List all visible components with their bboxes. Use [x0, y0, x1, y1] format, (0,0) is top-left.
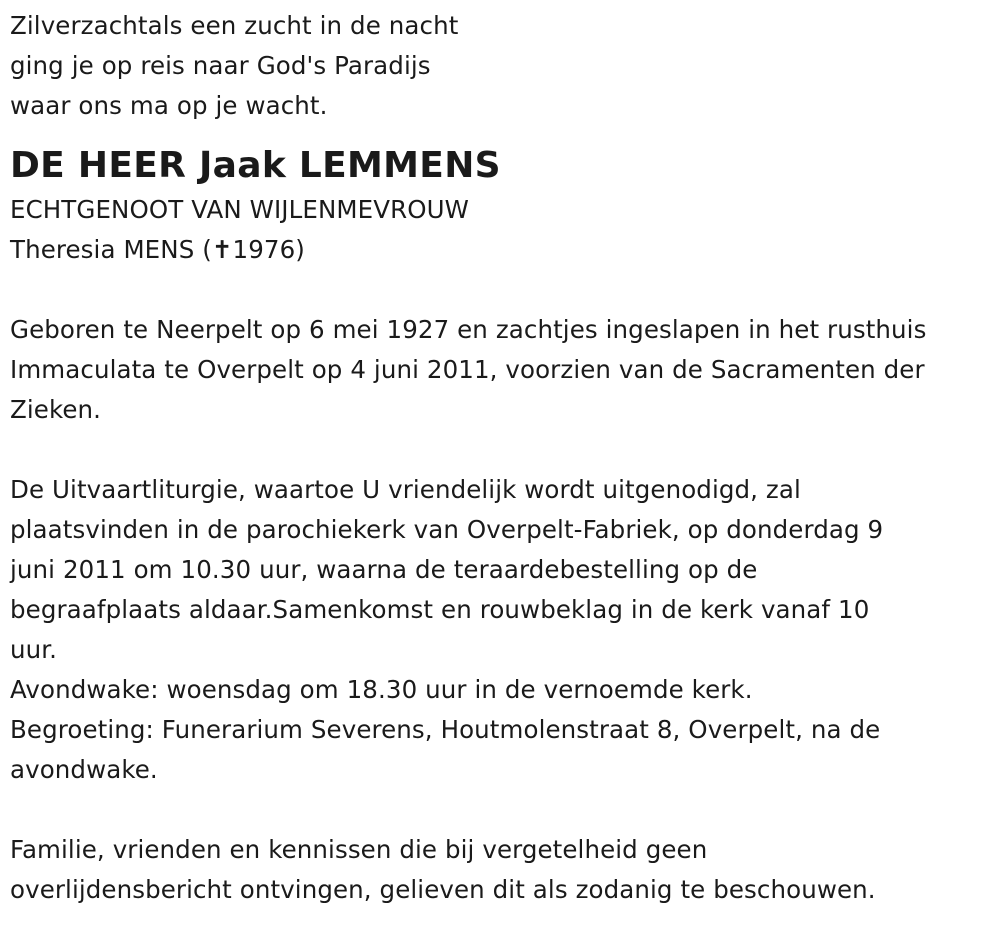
poem: [10, 6, 1000, 126]
paragraph-line: Geboren te Neerpelt op 6 mei 1927 en zachtjes ingeslapen in het rusthuis: [10, 315, 927, 344]
poem-line: Zilverzachtals een zucht in de nacht: [10, 11, 459, 40]
paragraph-line: De Uitvaartliturgie, waartoe U vriendelijk wordt uitgenodigd, zal: [10, 475, 801, 504]
closing-paragraph: [10, 830, 1000, 910]
birth-death-paragraph: [10, 310, 1000, 430]
paragraph-line: Familie, vrienden en kennissen die bij vergetelheid geen: [10, 835, 708, 864]
paragraph-line: uur.: [10, 635, 58, 664]
paragraph-line: avondwake.: [10, 755, 158, 784]
paragraph-line: Avondwake: woensdag om 18.30 uur in de vernoemde kerk.: [10, 675, 753, 704]
paragraph-line: overlijdensbericht ontvingen, gelieven dit als zodanig te beschouwen.: [10, 875, 876, 904]
paragraph-line: juni 2011 om 10.30 uur, waarna de teraardebestelling op de: [10, 555, 758, 584]
deceased-name: DE HEER Jaak LEMMENS: [10, 145, 501, 186]
relation-line: ECHTGENOOT VAN WIJLENMEVROUW: [10, 195, 469, 224]
paragraph-line: Begroeting: Funerarium Severens, Houtmolenstraat 8, Overpelt, na de: [10, 715, 881, 744]
spouse-line: Theresia MENS (✝1976): [10, 235, 305, 264]
poem-line: waar ons ma op je wacht.: [10, 91, 328, 120]
paragraph-line: plaatsvinden in de parochiekerk van Overpelt-Fabriek, op donderdag 9: [10, 515, 884, 544]
paragraph-line: begraafplaats aldaar.Samenkomst en rouwbeklag in de kerk vanaf 10: [10, 595, 870, 624]
poem-line: ging je op reis naar God's Paradijs: [10, 51, 431, 80]
paragraph-line: Immaculata te Overpelt op 4 juni 2011, voorzien van de Sacramenten der: [10, 355, 925, 384]
funeral-paragraph: [10, 470, 1000, 790]
paragraph-line: Zieken.: [10, 395, 102, 424]
